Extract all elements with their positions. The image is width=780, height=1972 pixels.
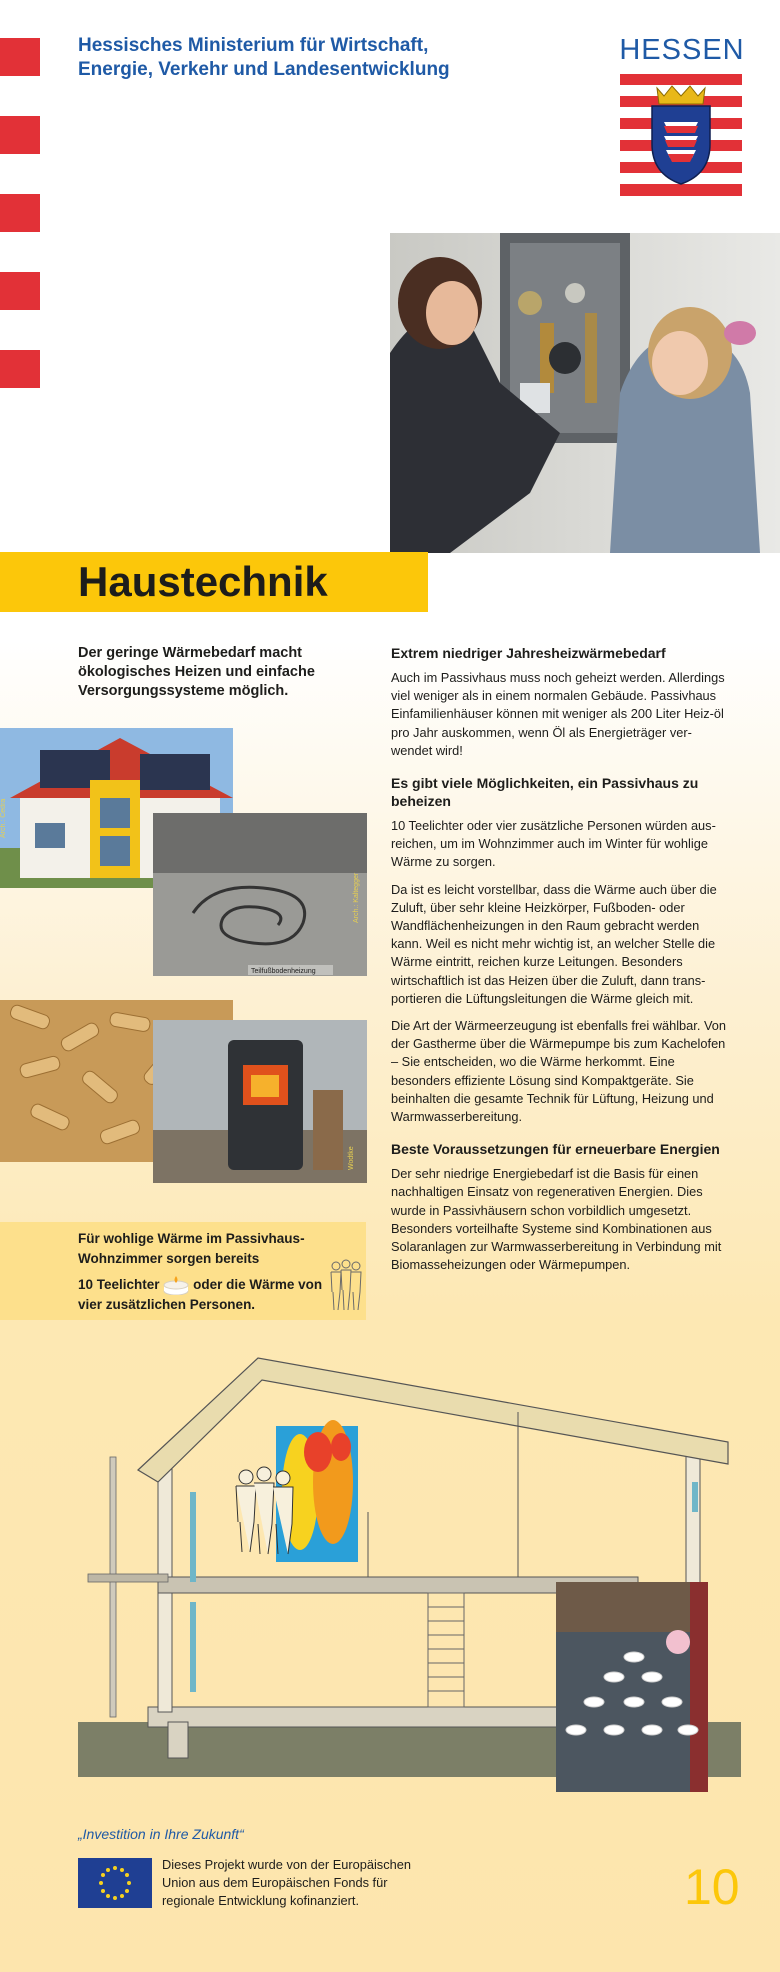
photo-credit-3: Wodtke [348, 1146, 355, 1170]
red-marker [0, 38, 40, 76]
article-paragraph-5: Der sehr niedrige Energiebedarf ist die Basis für einen nachhaltigen Einsatz von regenerativen Energien. Dies wurde in Passivhäusern schon vorbildlich umgesetzt. Besonders vorteilhafte Systeme sind Kombinationen aus Solaranlagen zur Warmwasserbereitung in Verbindung mit Biomasseheizungen oder Wärmepumpen. [391, 1166, 722, 1273]
ministry-line-1: Hessisches Ministerium für Wirtschaft, [78, 35, 429, 56]
callout-text [78, 1229, 338, 1315]
tealight-icon [163, 1275, 189, 1295]
callout-teelights-label: 10 Teelichter [78, 1277, 160, 1292]
article-column [391, 644, 731, 1283]
photo-credit-2: Arch.: Kaltegger [353, 872, 360, 923]
callout-warmth-label: oder die Wärme von [193, 1277, 323, 1292]
ministry-name [78, 34, 498, 82]
callout-line-1: Für wohlige Wärme im Passivhaus- [78, 1231, 305, 1246]
hessen-logo-text: HESSEN [619, 34, 745, 66]
photo-floor-heating [153, 813, 367, 976]
callout-line-4: vier zusätzlichen Personen. [78, 1297, 256, 1313]
persons-outline-icon [328, 1258, 364, 1312]
photo-pellet-stove [153, 1020, 367, 1183]
article-paragraph-4: Die Art der Wärmeerzeugung ist ebenfalls frei wählbar. Von der Gastherme über die Wärmepumpe bis zum Kachelofen – Sie entscheiden, wo die Wärme herkommt. Eine besonders effiziente Lösung sind Kompaktgeräte. Sie beinhalten die gesamte Technik für Lüftung, Heizung und Warmwasserbereitung. [391, 1018, 727, 1125]
page-number: 10 [684, 1859, 740, 1915]
eu-funding-text: Dieses Projekt wurde von der Europäischen Union aus dem Europäischen Fonds für regionale Entwicklung kofinanziert. [162, 1857, 411, 1908]
article-paragraph-1: Auch im Passivhaus muss noch geheizt werden. Allerdings viel weniger als in einem normalen Gebäude. Passivhaus Einfamilienhäuser können mit weniger als 200 Liter Heiz-öl pro Jahr auskommen, wenn Öl als Energieträger ver-wendet wird! [391, 670, 725, 758]
article-heading-2: Es gibt viele Möglichkeiten, ein Passivhaus zu beheizen [391, 775, 699, 810]
callout-line-2: Wohnzimmer sorgen bereits [78, 1251, 260, 1266]
article-paragraph-3: Da ist es leicht vorstellbar, dass die Wärme auch über die Zuluft, über sehr kleine Heizkörper, Fußboden- oder Wandflächenheizungen in den Raum gebracht werden kann. Weil es nicht mehr wichtig ist, an welcher Stelle die Wärme eintritt, reichen kurze Leitungen. Besonders wirtschaftlich ist das Heizen über die Zuluft, dann trans-portieren die Lüftungsleitungen die Wärme gleich mit. [391, 881, 717, 1006]
article-heading-3: Beste Voraussetzungen für erneuerbare Energien [391, 1141, 720, 1158]
house-cross-section-diagram [78, 1352, 741, 1792]
red-marker [0, 350, 40, 388]
ministry-line-2: Energie, Verkehr und Landesentwicklung [78, 59, 450, 80]
section-title: Haustechnik [78, 558, 328, 605]
intro-text: Der geringe Wärmebedarf macht ökologisches Heizen und einfache Versorgungssysteme möglich. [78, 645, 315, 699]
red-marker [0, 272, 40, 310]
red-marker [0, 116, 40, 154]
caption-floor-heating: Teilfußbodenheizung [251, 968, 316, 975]
photo-heating-unit-woman-child [390, 233, 780, 553]
footer-slogan: „Investition in Ihre Zukunft“ [78, 1826, 244, 1842]
red-marker [0, 194, 40, 232]
hessen-coat-of-arms-logo [620, 74, 742, 196]
photo-credit-1: Arch.: Cedra [0, 798, 7, 838]
article-heading-1: Extrem niedriger Jahresheizwärmebedarf [391, 645, 666, 661]
callout-line-3 [78, 1275, 338, 1295]
eu-flag-icon [78, 1858, 152, 1908]
article-paragraph-2: 10 Teelichter oder vier zusätzliche Personen würden aus-reichen, um im Wohnzimmer auch im Winter für wohlige Wärme zu sorgen. [391, 818, 716, 870]
